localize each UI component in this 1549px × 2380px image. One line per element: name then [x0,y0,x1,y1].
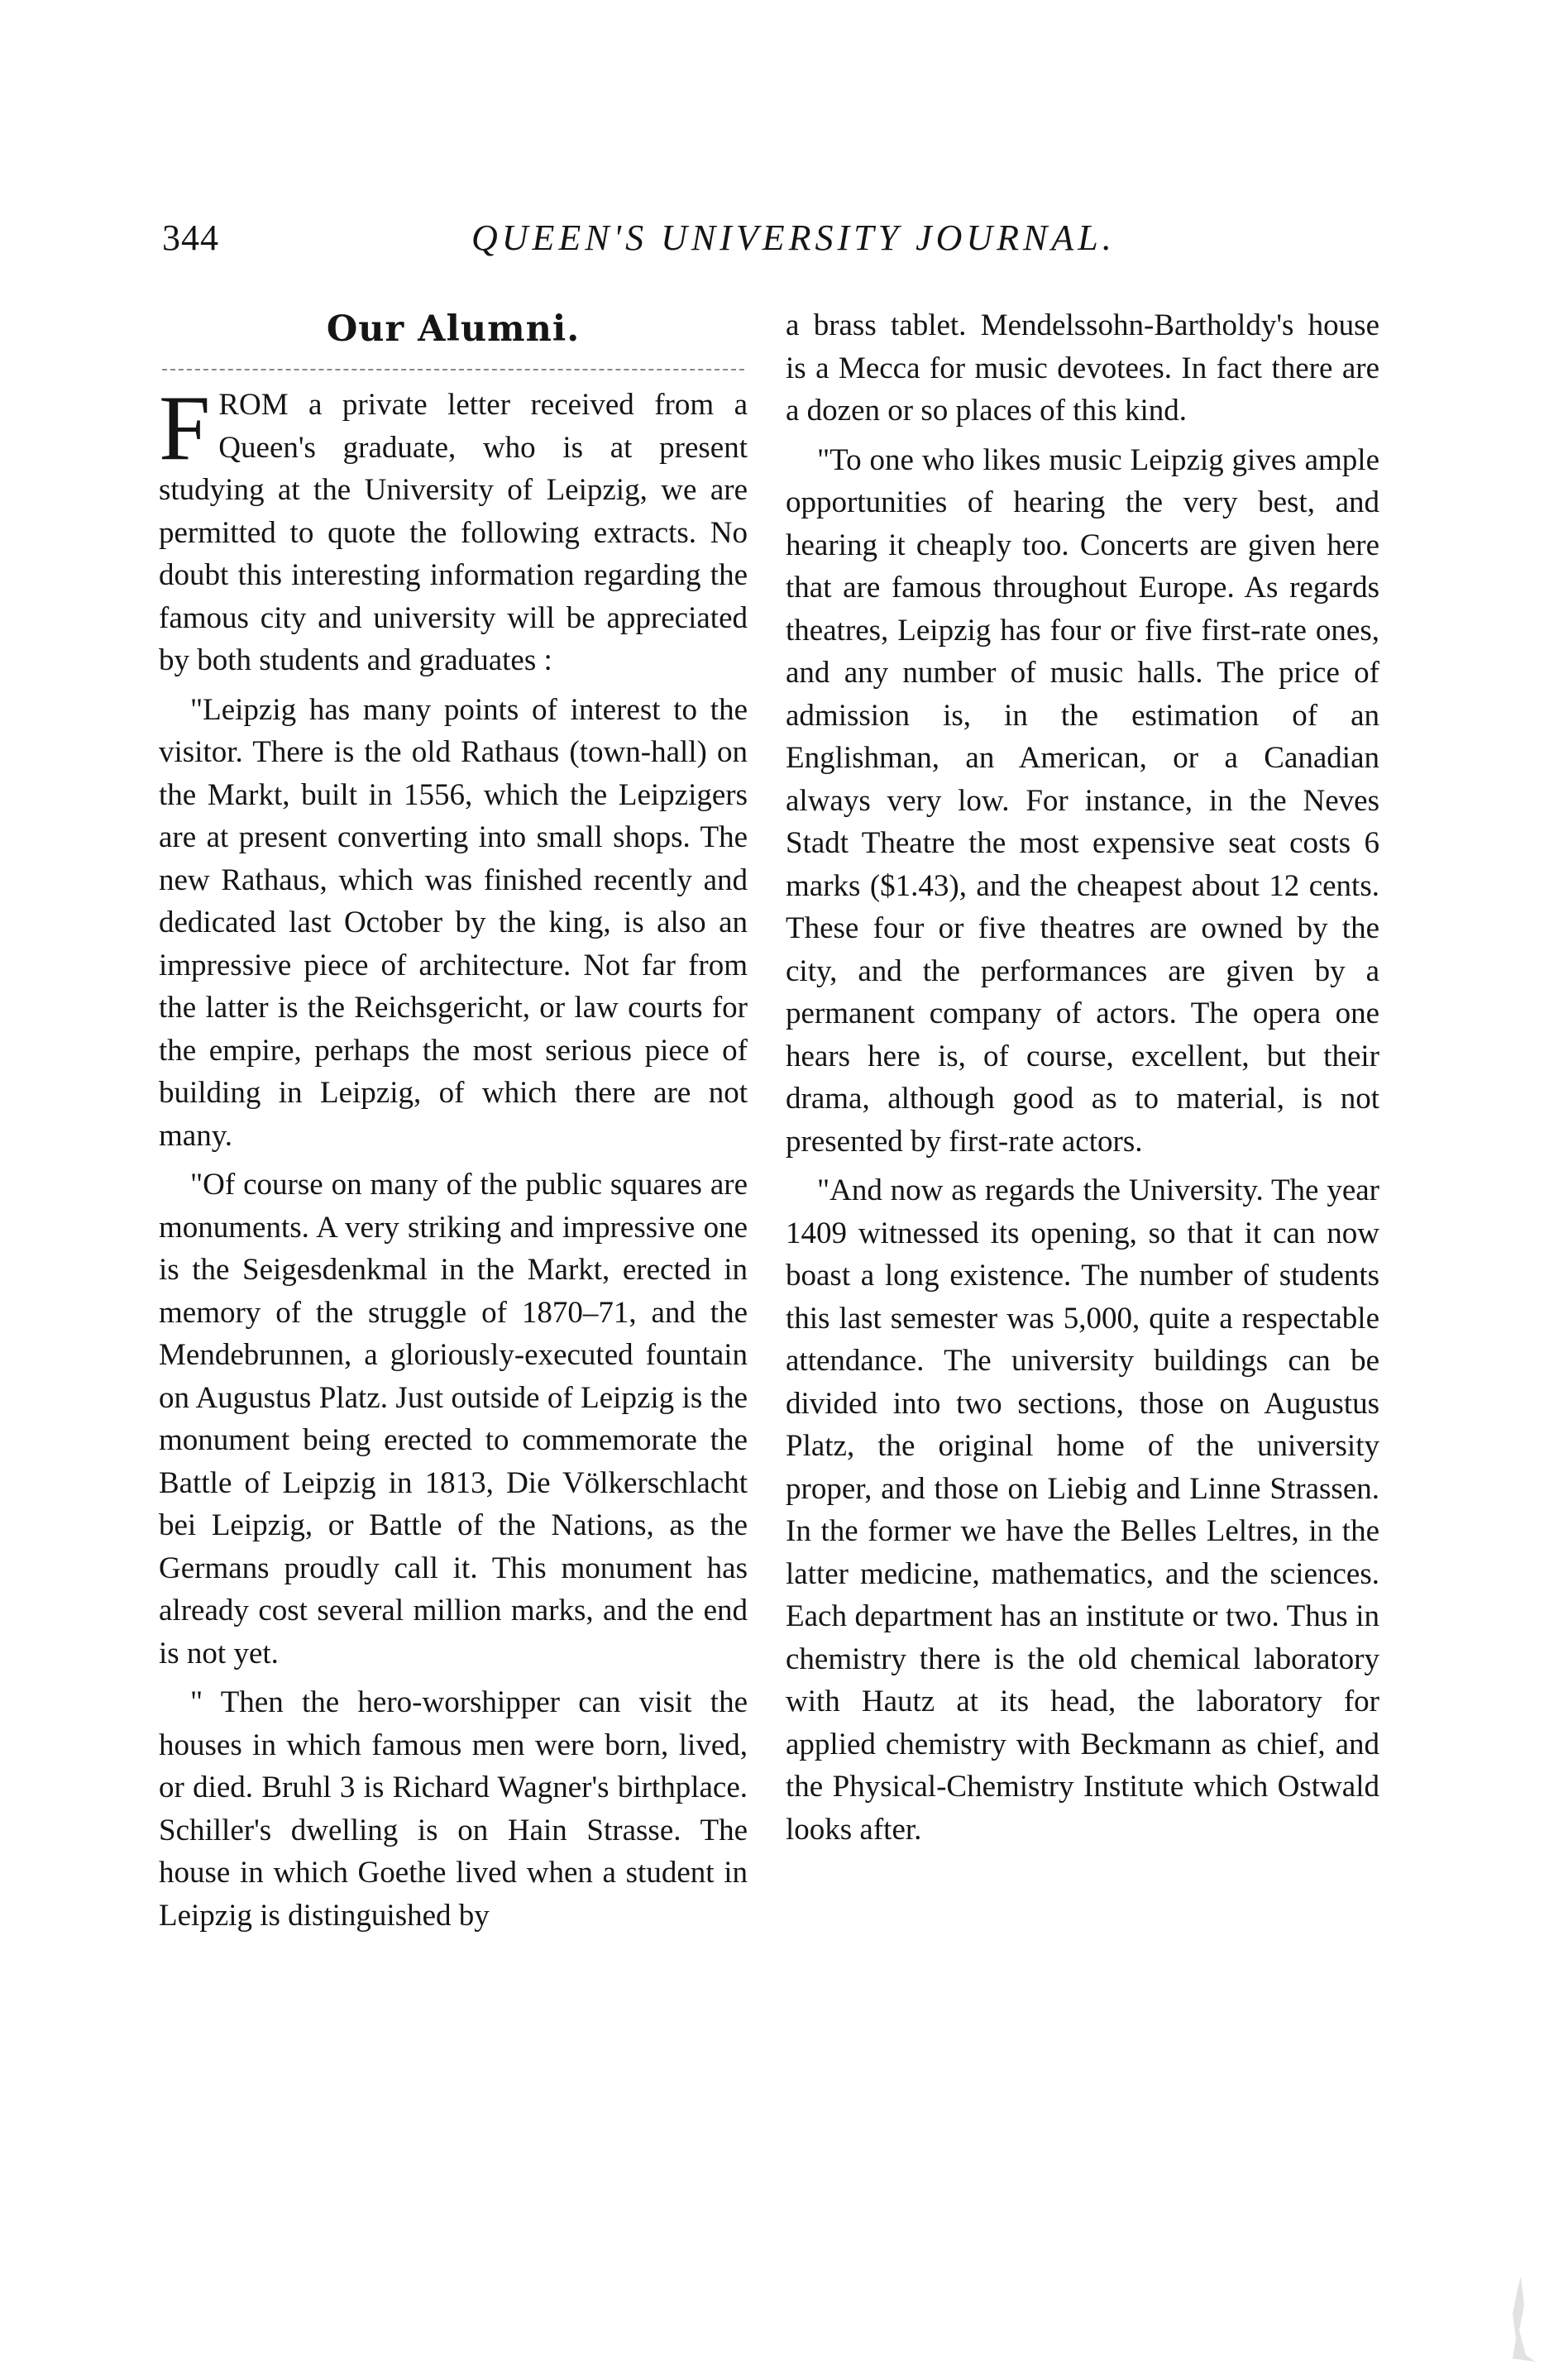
page-number: 344 [162,217,219,258]
page-corner-smudge-icon [1488,2272,1537,2363]
section-title: Our Alumni. [326,308,581,350]
paragraph-continuation: a brass tablet. Mendelssohn-Bartholdy's house is a Mecca for music devotees. In fact there are a dozen or so places of this kind. [786,308,1379,428]
section-divider [162,369,744,370]
paragraph-famous-houses: " Then the hero-worshipper can visit the houses in which famous men were born, lived, or died. Bruhl 3 is Richard Wagner's birthplace. Schiller's dwelling is on Hain Strasse. The house in which Goethe lived when a student in Leipzig is distinguished by [159,1685,748,1933]
page-header [162,217,1403,275]
journal-title: QUEEN'S UNIVERSITY JOURNAL. [471,217,1116,258]
paragraph-points-of-interest: "Leipzig has many points of interest to the visitor. There is the old Rathaus (town-hall) on the Markt, built in 1556, which the Leipzigers are at present converting into small shops. The new Rathaus, which was finished recently and dedicated last October by the king, is also an impressive piece of architecture. Not far from the latter is the Reichsgericht, or law courts for the empire, perhaps the most serious piece of building in Leipzig, of which there are not many. [159,692,748,1153]
paragraph-intro [159,377,748,682]
drop-cap: F [159,377,211,480]
paragraph-music: "To one who likes music Leipzig gives ample opportunities of hearing the very best, and hearing it cheaply too. Concerts are given here that are famous throughout Europe. As regards theatres, Leipzig has four or five first-rate ones, and any number of music halls. The price of admission is, in the estimation of an Englishman, an American, or a Canadian always very low. For instance, in the Neves Stadt Theatre the most expensive seat costs 6 marks ($1.43), and the cheapest about 12 cents. These four or five theatres are owned by the city, and the performances are given by a permanent company of actors. The opera one hears here is, of course, excellent, but their drama, although good as to material, is not presented by first-rate actors. [786,442,1379,1159]
left-column [159,304,748,1943]
right-column [786,304,1379,1857]
paragraph-university: "And now as regards the University. The year 1409 witnessed its opening, so that it can now boast a long existence. The number of students this last semester was 5,000, quite a respectable attendance. The university buildings can be divided into two sections, those on Augustus Platz, the original home of the university proper, and those on Liebig and Linne Strassen. In the former we have the Belles Leltres, in the latter medicine, mathematics, and the sciences. Each department has an institute or two. Thus in chemistry there is the old chemical laboratory with Hautz at its head, the laboratory for applied chemistry with Beckmann as chief, and the Physical-Chemistry Institute which Ostwald looks after. [786,1173,1379,1847]
paragraph-monuments: "Of course on many of the public squares are monuments. A very striking and impressive one is the Seigesdenkmal in the Markt, erected in memory of the struggle of 1870–71, and the Mendebrunnen, a gloriously-executed fountain on Augustus Platz. Just outside of Leipzig is the monument being erected to commemorate the Battle of Leipzig in 1813, Die Völkerschlacht bei Leipzig, or Battle of the Nations, as the Germans proudly call it. This monument has already cost several million marks, and the end is not yet. [159,1168,748,1670]
paragraph-intro-text: ROM a private letter received from a Queen's graduate, who is at present studying at the University of Leipzig, we are permitted to quote the following extracts. No doubt this interesting information regarding the famous city and university will be appreciated by both students and graduates : [159,388,748,677]
